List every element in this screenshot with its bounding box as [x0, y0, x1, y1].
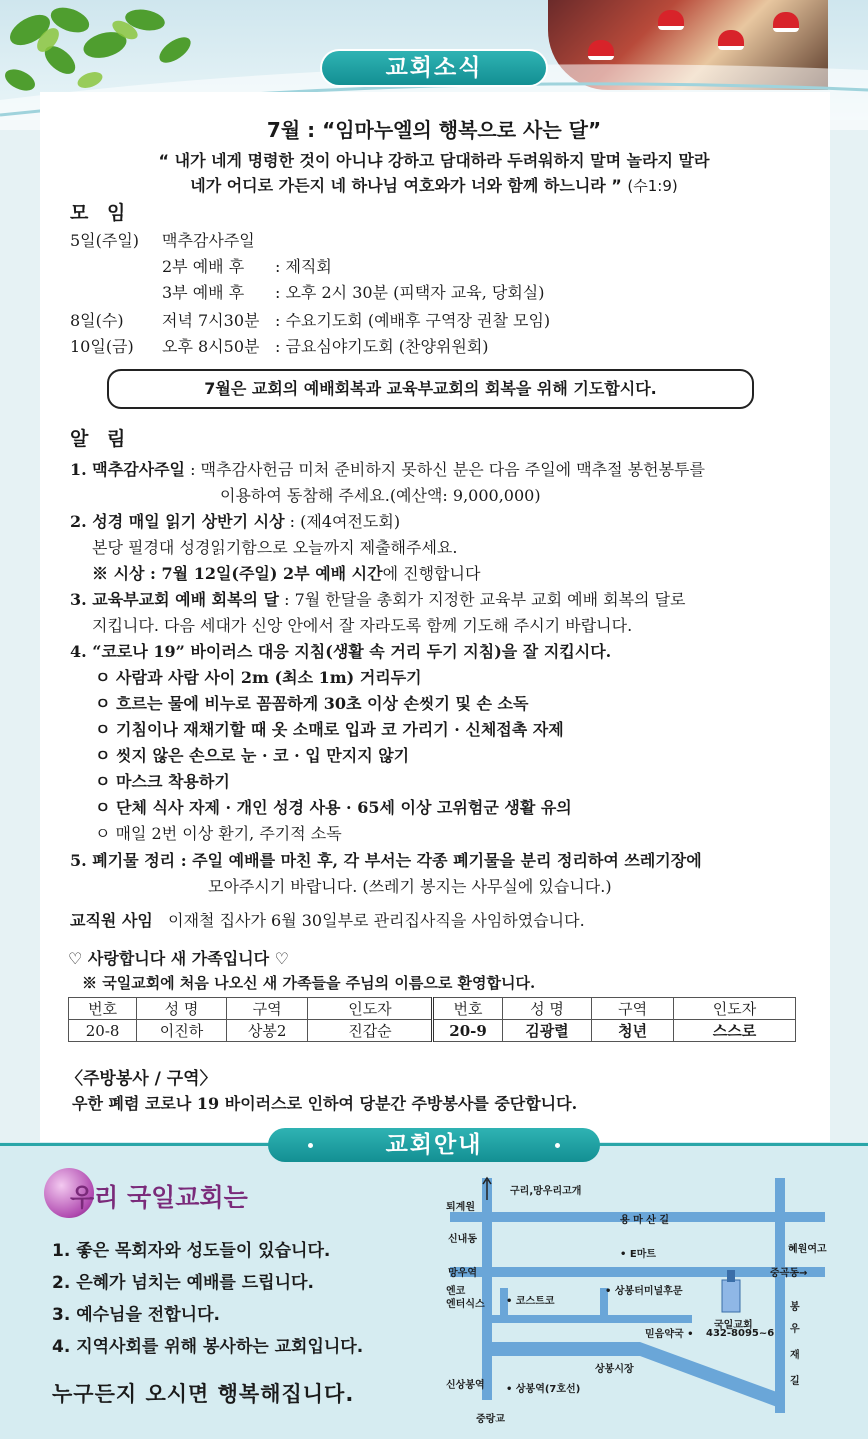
staff-resignation: 교직원 사임 이재철 집사가 6월 30일부로 관리집사직을 사임하였습니다. [70, 911, 585, 930]
about-item: 3. 예수님을 전합니다. [52, 1305, 220, 1325]
announcement-2-line2: 본당 필경대 성경읽기함으로 오늘까지 제출해주세요. [92, 538, 458, 557]
new-family-note: ※ 국일교회에 처음 나오신 새 가족들을 주님의 이름으로 환영합니다. [82, 974, 536, 992]
column-header: 구역 [226, 998, 308, 1020]
map-label-bongu: 재 [790, 1350, 800, 1361]
meeting-text: : 금요심야기도회 (찬양위원회) [275, 337, 489, 356]
family-no: 20-9 [433, 1020, 502, 1042]
meeting-text: : 오후 2시 30분 (피택자 교육, 당회실) [275, 283, 545, 302]
verse-reference: (수1:9) [627, 177, 678, 195]
table-row [69, 1020, 796, 1042]
map-label-hyewon: 혜원여고 [788, 1244, 827, 1255]
announcement-1-line2: 이용하여 동참해 주세요.(예산액: 9,000,000) [220, 486, 541, 505]
table-header-row [69, 998, 796, 1020]
map-label-sinnae: 신내동 [448, 1234, 477, 1245]
section-title-news: 교회소식 [322, 51, 546, 85]
map-label-mangu: 망우역 [448, 1268, 477, 1279]
prayer-notice-box: 7월은 교회의 예배회복과 교육부교회의 회복을 위해 기도합시다. [107, 369, 754, 409]
column-header: 성 명 [137, 998, 227, 1020]
announcement-2: 2. 성경 매일 읽기 상반기 시상 : (제4여전도회) [70, 512, 401, 531]
family-name: 김광렬 [502, 1020, 592, 1042]
map-label-yongmasan: 용 마 산 길 [620, 1215, 670, 1226]
announcement-4: 4. “코로나 19” 바이러스 대응 지침(생활 속 거리 두기 지침)을 잘 지킵시다. [70, 642, 612, 661]
column-header: 인도자 [673, 998, 795, 1020]
about-title: 우리 국일교회는 [70, 1183, 248, 1212]
column-header: 번호 [69, 998, 137, 1020]
column-header: 구역 [592, 998, 674, 1020]
family-guide: 스스로 [673, 1020, 795, 1042]
verse-line-2: 네가 어디로 가든지 네 하나님 여호와가 너와 함께 하느니라 ” (수1:9) [190, 176, 678, 195]
meetings-heading: 모 임 [70, 202, 132, 224]
meeting-text: : 수요기도회 (예배후 구역장 권찰 모임) [275, 311, 551, 330]
verse-line-1: “ 내가 네게 명령한 것이 아니냐 강하고 담대하라 두려워하지 말며 놀라지 말라 [158, 151, 710, 170]
meeting-label: 저녁 7시30분 [162, 311, 260, 330]
map-roads [440, 1170, 840, 1430]
map-label-sangbong: • 상봉역(7호선) [506, 1384, 581, 1395]
location-map [440, 1170, 840, 1430]
map-label-church: 국일교회 [714, 1320, 753, 1331]
meeting-label: 3부 예배 후 [162, 283, 245, 302]
map-label-market: 상봉시장 [595, 1364, 634, 1375]
covid-rule: ㅇ 사람과 사람 사이 2m (최소 1m) 거리두기 [95, 668, 422, 687]
covid-rule: ㅇ 매일 2번 이상 환기, 주기적 소독 [95, 824, 342, 843]
kitchen-text: 우한 폐렴 코로나 19 바이러스로 인하여 당분간 주방봉사를 중단합니다. [72, 1094, 578, 1113]
section-title-guide: 교회안내 [268, 1128, 600, 1162]
announcement-2-note: ※ 시상 : 7월 12일(주일) 2부 예배 시간에 진행합니다 [92, 564, 481, 583]
family-district: 청년 [592, 1020, 674, 1042]
covid-rule: ㅇ 기침이나 재채기할 때 옷 소매로 입과 코 가리기 · 신체접촉 자제 [95, 720, 564, 739]
map-label-sinsang: 신상봉역 [446, 1380, 485, 1391]
covid-rule: ㅇ 흐르는 물에 비누로 꼼꼼하게 30초 이상 손씻기 및 손 소독 [95, 694, 529, 713]
map-label-costco: • 코스트코 [506, 1296, 555, 1307]
closing-message: 누구든지 오시면 행복해집니다. [52, 1382, 355, 1406]
family-guide: 진갑순 [308, 1020, 433, 1042]
about-item: 1. 좋은 목회자와 성도들이 있습니다. [52, 1241, 331, 1261]
month-theme-title: 7월 : “임마누엘의 행복으로 사는 달” [266, 118, 602, 142]
map-label-emart: • E마트 [620, 1249, 657, 1260]
family-no: 20-8 [69, 1020, 137, 1042]
about-item: 2. 은혜가 넘치는 예배를 드립니다. [52, 1273, 314, 1293]
meeting-text: : 제직회 [275, 257, 332, 276]
map-label-junggok: 중곡동→ [770, 1268, 808, 1279]
map-label-mideum: 믿음약국 • [645, 1329, 694, 1340]
announcement-5-line2: 모아주시기 바랍니다. (쓰레기 봉지는 사무실에 있습니다.) [208, 877, 612, 896]
announcements-heading: 알 림 [70, 428, 132, 450]
announcement-3-line2: 지킵니다. 다음 세대가 신앙 안에서 잘 자라도록 함께 기도해 주시기 바랍니다. [92, 616, 633, 635]
family-name: 이진하 [137, 1020, 227, 1042]
meeting-date: 5일(주일) [70, 231, 140, 250]
map-label-phone: 432-8095~6 [706, 1328, 775, 1339]
kitchen-heading: 〈주방봉사 / 구역〉 [66, 1069, 217, 1089]
about-item: 4. 지역사회를 위해 봉사하는 교회입니다. [52, 1337, 364, 1357]
column-header: 인도자 [308, 998, 433, 1020]
meeting-text: 맥추감사주일 [162, 231, 255, 250]
map-label-bongu: 길 [790, 1376, 800, 1387]
meeting-label: 오후 8시50분 [162, 337, 260, 356]
map-label-guri: 구리,망우리고개 [510, 1186, 582, 1197]
map-label-jungrang: 중랑교 [476, 1414, 505, 1425]
map-label-toegyewon: 퇴계원 [446, 1202, 475, 1213]
family-district: 상봉2 [226, 1020, 308, 1042]
covid-rule: ㅇ 씻지 않은 손으로 눈 · 코 · 입 만지지 않기 [95, 746, 410, 765]
meeting-date: 8일(수) [70, 311, 124, 330]
announcement-5: 5. 폐기물 정리 : 주일 예배를 마친 후, 각 부서는 각종 폐기물을 분리 정리하여 쓰레기장에 [70, 851, 702, 870]
column-header: 번호 [433, 998, 502, 1020]
announcement-1: 1. 맥추감사주일 : 맥추감사헌금 미처 준비하지 못하신 분은 다음 주일에 맥추절 봉헌봉투를 [70, 460, 705, 479]
map-label-bongu: 봉 [790, 1302, 800, 1313]
map-label-terminal: • 상봉터미널후문 [605, 1286, 683, 1297]
column-header: 성 명 [502, 998, 592, 1020]
map-label-enco: 엔코 엔터식스 [446, 1286, 485, 1310]
new-family-table [68, 997, 796, 1042]
meeting-label: 2부 예배 후 [162, 257, 245, 276]
covid-rule: ㅇ 마스크 착용하기 [95, 772, 230, 791]
new-family-heading: ♡ 사랑합니다 새 가족입니다 ♡ [68, 949, 289, 968]
map-label-bongu: 우 [790, 1324, 800, 1335]
covid-rule: ㅇ 단체 식사 자제 · 개인 성경 사용 · 65세 이상 고위험군 생활 유의 [95, 798, 572, 817]
announcement-3: 3. 교육부교회 예배 회복의 달 : 7월 한달을 총회가 지정한 교육부 교회 예배 회복의 달로 [70, 590, 686, 609]
meeting-date: 10일(금) [70, 337, 134, 356]
